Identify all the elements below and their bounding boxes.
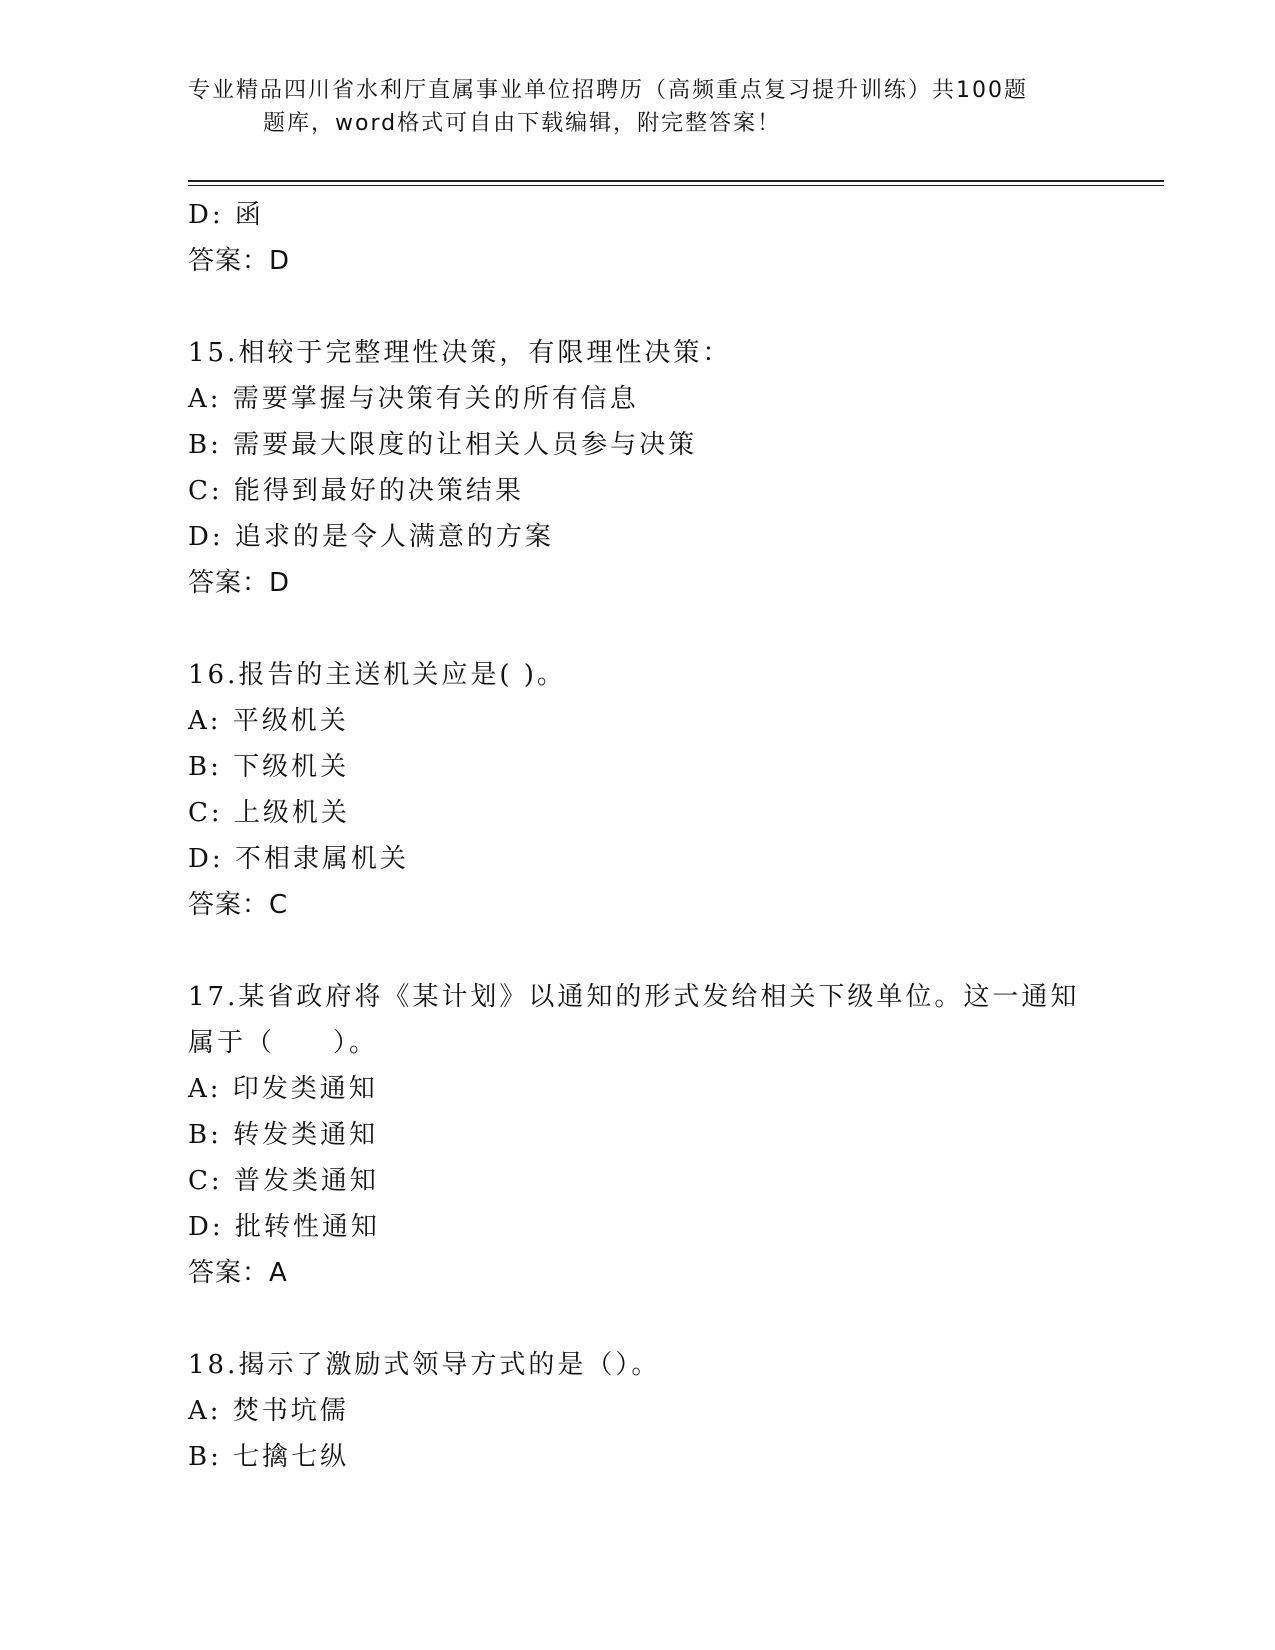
question-17-option-d: D: 批转性通知 — [188, 1212, 380, 1242]
question-17-answer: 答案：A — [188, 1258, 288, 1288]
question-16-option-d: D: 不相隶属机关 — [188, 844, 409, 874]
question-15-text: 15.相较于完整理性决策，有限理性决策： — [188, 338, 732, 368]
prev-answer: 答案：D — [188, 246, 291, 276]
spacer — [188, 1296, 1088, 1342]
question-16-option-b: B: 下级机关 — [188, 752, 350, 782]
question-18-option-a: A: 焚书坑儒 — [188, 1396, 349, 1426]
question-15-option-b: B: 需要最大限度的让相关人员参与决策 — [188, 430, 698, 460]
question-15-option-a: A: 需要掌握与决策有关的所有信息 — [188, 384, 639, 414]
spacer — [188, 284, 1088, 330]
question-17-text-line2: 属于（ ）。 — [188, 1028, 379, 1058]
question-17-text-line1: 17.某省政府将《某计划》以通知的形式发给相关下级单位。这一通知 — [188, 982, 1080, 1012]
question-16-option-c: C: 上级机关 — [188, 798, 350, 828]
question-16-text: 16.报告的主送机关应是( )。 — [188, 660, 566, 690]
question-15-option-c: C: 能得到最好的决策结果 — [188, 476, 524, 506]
spacer — [188, 928, 1088, 974]
document-header — [188, 74, 1068, 140]
spacer — [188, 606, 1088, 652]
question-18-text: 18.揭示了激励式领导方式的是（）。 — [188, 1350, 661, 1380]
question-15-answer: 答案：D — [188, 568, 291, 598]
header-rule-top — [188, 180, 1164, 182]
question-16-answer: 答案：C — [188, 890, 289, 920]
question-15-option-d: D: 追求的是令人满意的方案 — [188, 522, 554, 552]
question-17-option-a: A: 印发类通知 — [188, 1074, 378, 1104]
question-16-option-a: A: 平级机关 — [188, 706, 349, 736]
question-17-option-c: C: 普发类通知 — [188, 1166, 379, 1196]
header-rule-bottom — [188, 185, 1164, 186]
header-title-line2: 题库，word格式可自由下载编辑，附完整答案！ — [263, 111, 782, 136]
prev-option-d: D: 函 — [188, 200, 264, 230]
question-content — [188, 192, 1088, 1480]
header-title-line1: 专业精品四川省水利厅直属事业单位招聘历（高频重点复习提升训练）共100题 — [188, 78, 1028, 103]
question-17-option-b: B: 转发类通知 — [188, 1120, 379, 1150]
question-18-option-b: B: 七擒七纵 — [188, 1442, 350, 1472]
